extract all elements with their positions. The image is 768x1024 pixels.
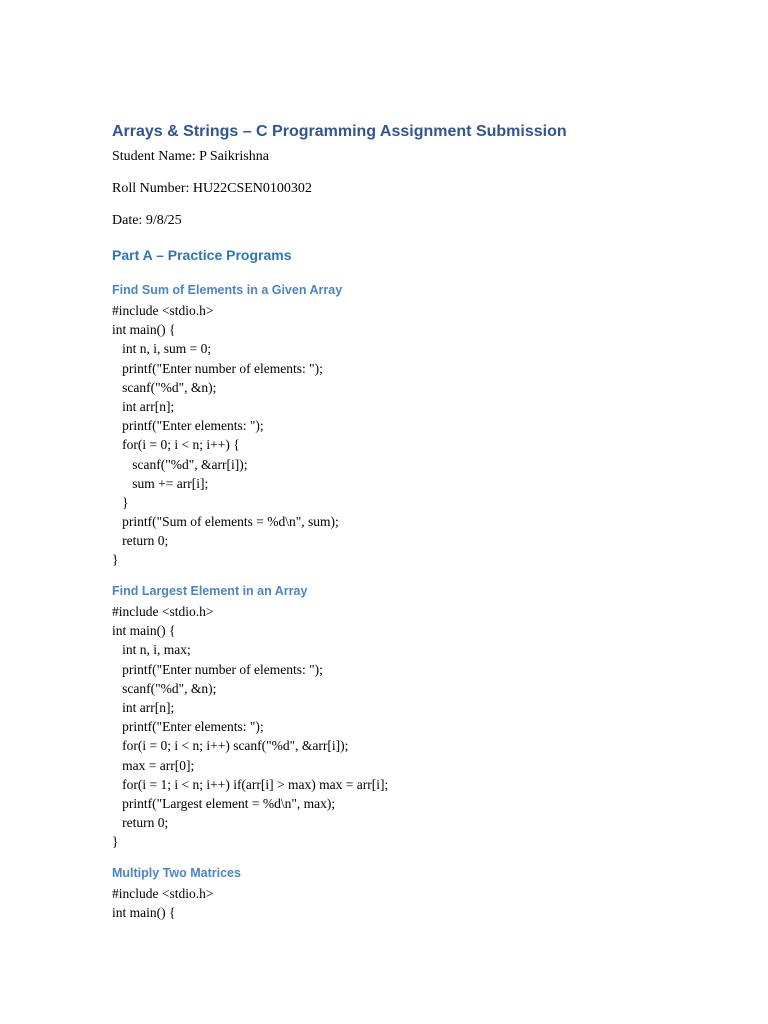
code-line: }	[112, 494, 129, 510]
code-line: for(i = 1; i < n; i++) if(arr[i] > max) max = arr[i];	[112, 776, 389, 792]
code-line: int arr[n];	[112, 699, 175, 715]
code-line: return 0;	[112, 815, 169, 831]
code-line: int arr[n];	[112, 398, 175, 414]
section-heading-matrix: Multiply Two Matrices	[112, 866, 241, 880]
code-block-largest	[112, 602, 388, 851]
code-block-sum	[112, 301, 339, 570]
code-line: #include <stdio.h>	[112, 886, 214, 901]
code-line: scanf("%d", &n);	[112, 379, 217, 395]
code-line: scanf("%d", &arr[i]);	[112, 456, 248, 472]
code-line: #include <stdio.h>	[112, 604, 214, 619]
code-block-matrix	[112, 884, 213, 922]
code-line: int main() {	[112, 623, 176, 639]
code-line: #include <stdio.h>	[112, 303, 214, 318]
section-heading-sum: Find Sum of Elements in a Given Array	[112, 283, 343, 297]
code-line: int main() {	[112, 905, 176, 921]
code-line: }	[112, 834, 119, 850]
code-line: for(i = 0; i < n; i++) scanf("%d", &arr[i]);	[112, 738, 349, 754]
code-line: printf("Enter number of elements: ");	[112, 360, 323, 376]
code-line: return 0;	[112, 533, 169, 549]
document-title: Arrays & Strings – C Programming Assignment Submission	[112, 123, 567, 140]
code-line: printf("Enter number of elements: ");	[112, 661, 323, 677]
code-line: int n, i, max;	[112, 642, 191, 658]
code-line: sum += arr[i];	[112, 475, 209, 491]
code-line: printf("Enter elements: ");	[112, 719, 264, 735]
code-line: printf("Enter elements: ");	[112, 418, 264, 434]
code-line: }	[112, 552, 119, 568]
code-line: printf("Largest element = %d\n", max);	[112, 795, 336, 811]
code-line: int main() {	[112, 322, 176, 338]
code-line: printf("Sum of elements = %d\n", sum);	[112, 514, 339, 530]
code-line: scanf("%d", &n);	[112, 680, 217, 696]
roll-number: Roll Number: HU22CSEN0100302	[112, 181, 312, 196]
section-heading-largest: Find Largest Element in an Array	[112, 584, 308, 598]
code-line: max = arr[0];	[112, 757, 195, 773]
student-name: Student Name: P Saikrishna	[112, 149, 269, 164]
code-line: for(i = 0; i < n; i++) {	[112, 437, 240, 453]
code-line: int n, i, sum = 0;	[112, 341, 212, 357]
submission-date: Date: 9/8/25	[112, 213, 182, 228]
part-a-heading: Part A – Practice Programs	[112, 247, 292, 263]
